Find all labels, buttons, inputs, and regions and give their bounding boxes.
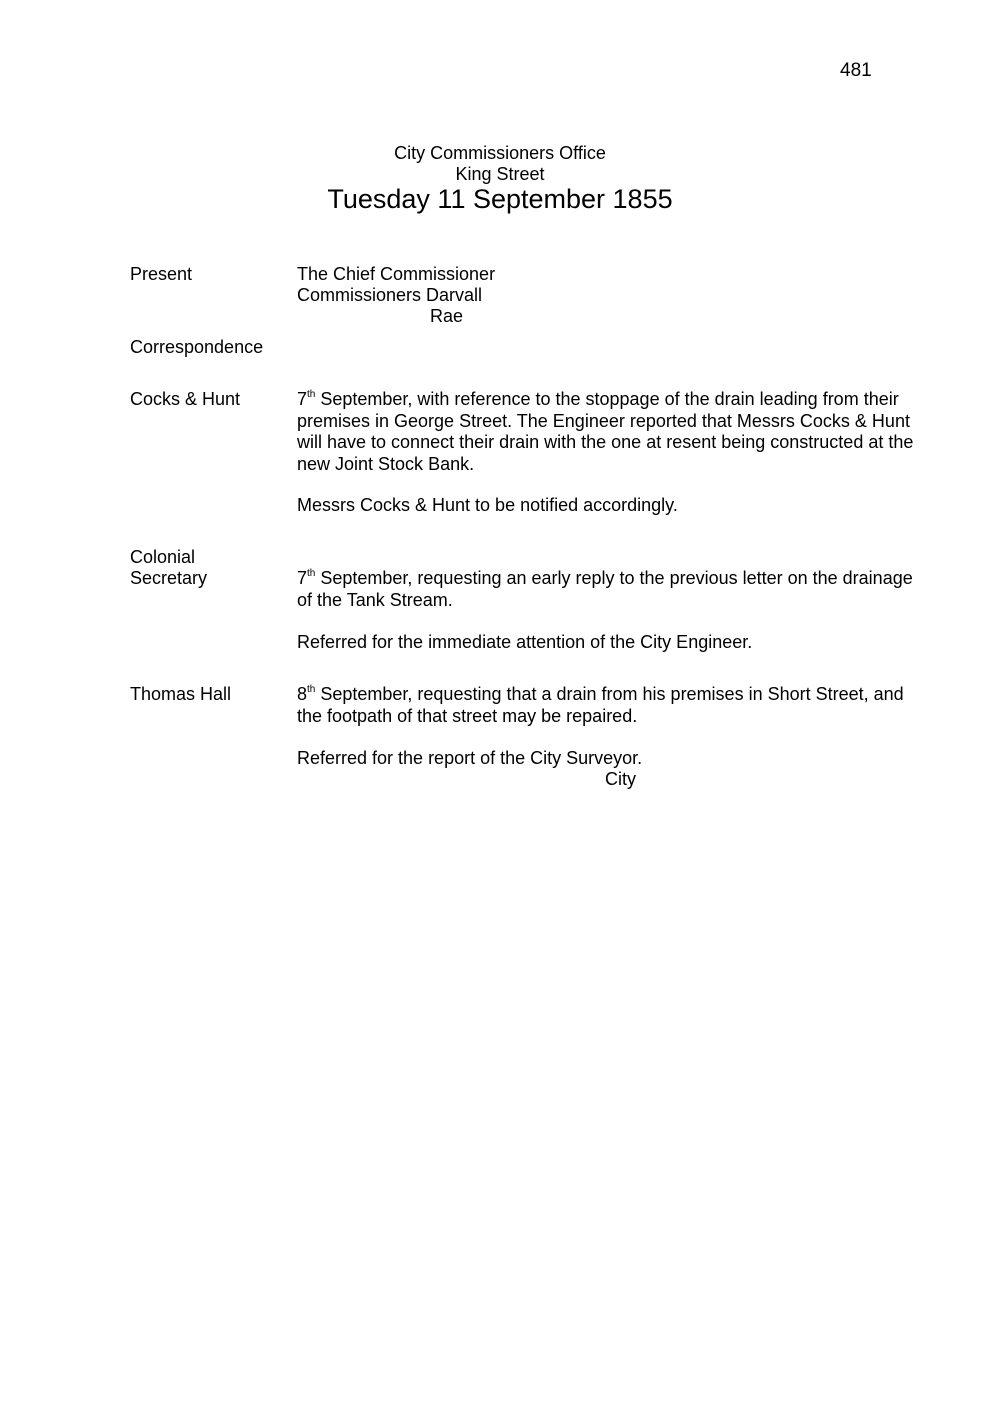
present-member: Commissioners Darvall xyxy=(297,285,483,305)
correspondent-name: Secretary xyxy=(130,568,208,588)
correspondent-name: Colonial xyxy=(130,547,196,567)
letter-summary: 7th September, requesting an early reply to the previous letter on the drainage of the Tank Stream. xyxy=(297,568,913,610)
present-label: Present xyxy=(130,264,193,284)
letter-summary: 7th September, with reference to the stoppage of the drain leading from their premises in George Street. The Engineer reported that Messrs Cocks & Hunt will have to connect their drain with the one at resent being constructed at the new Joint Stock Bank. xyxy=(297,389,914,474)
letter-resolution: Referred for the immediate attention of the City Engineer. xyxy=(297,632,753,652)
correspondent-name: Cocks & Hunt xyxy=(130,389,241,409)
correspondent-name: Thomas Hall xyxy=(130,684,232,704)
letter-resolution: Messrs Cocks & Hunt to be notified accordingly. xyxy=(297,495,678,515)
present-member: The Chief Commissioner xyxy=(297,264,496,284)
letter-resolution: Referred for the report of the City Surveyor. xyxy=(297,748,643,768)
meeting-date: Tuesday 11 September 1855 xyxy=(327,184,673,214)
correspondence-label: Correspondence xyxy=(130,337,264,357)
office-street: King Street xyxy=(455,164,545,184)
present-member: Rae xyxy=(430,306,464,326)
office-name: City Commissioners Office xyxy=(394,143,606,163)
page-number: 481 xyxy=(840,60,872,81)
letter-summary: 8th September, requesting that a drain from his premises in Short Street, and the footpath of that street may be repaired. xyxy=(297,684,904,726)
catchword: City xyxy=(605,769,636,789)
